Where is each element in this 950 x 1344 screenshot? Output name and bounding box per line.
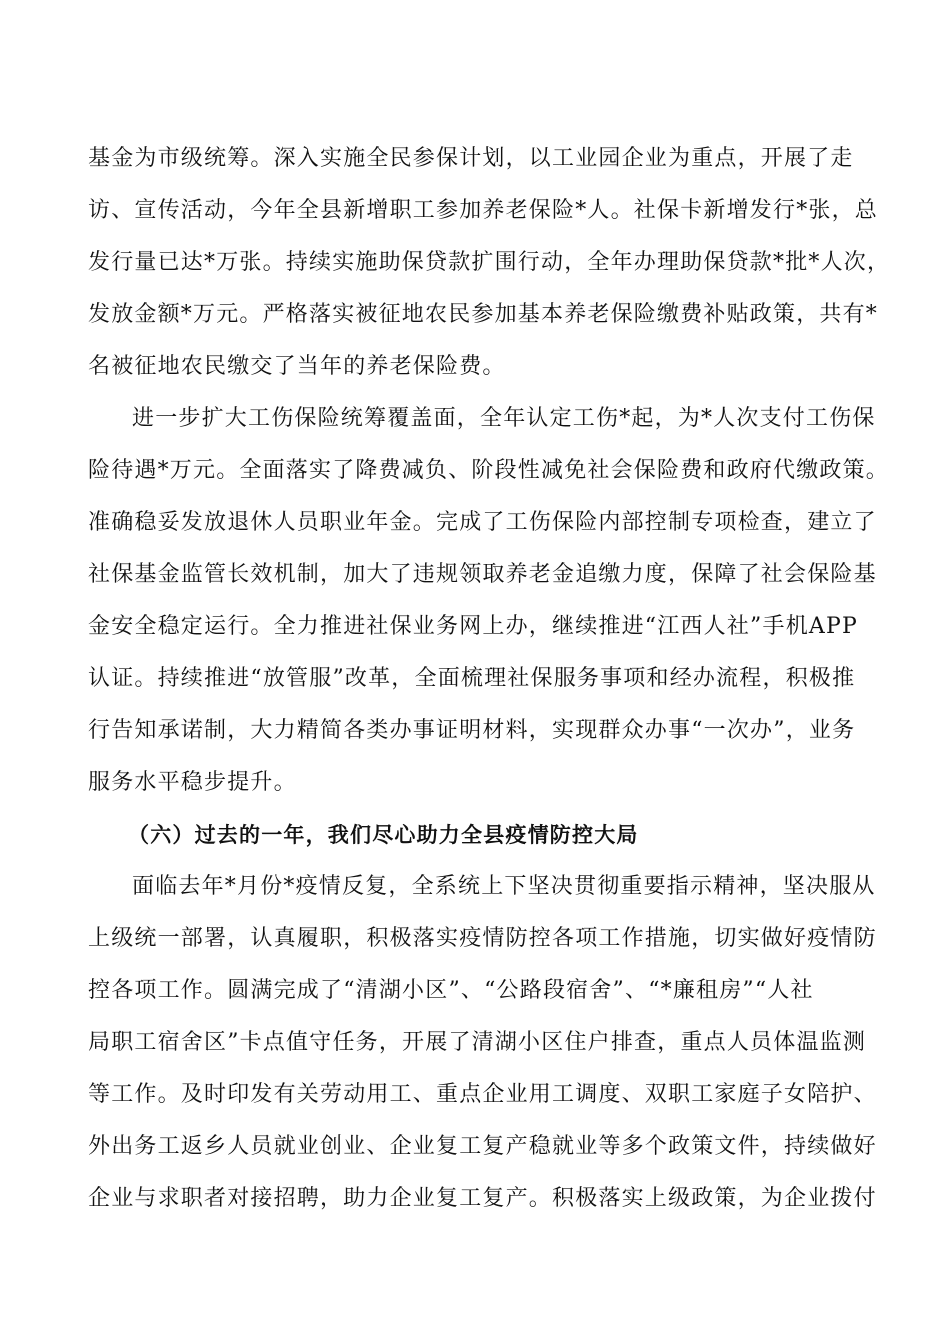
paragraph-first-line: 面临去年*月份*疫情反复，全系统上下坚决贯彻重要指示精神，坚决服从 <box>132 874 876 899</box>
body-text-line: 行告知承诺制，大力精简各类办事证明材料，实现群众办事“一次办”，业务 <box>88 718 856 743</box>
body-text-line: 访、宣传活动，今年全县新增职工参加养老保险*人。社保卡新增发行*张，总 <box>88 198 879 223</box>
body-text-line: 局职工宿舍区”卡点值守任务，开展了清湖小区住户排查，重点人员体温监测 <box>88 1030 867 1055</box>
section-heading: （六）过去的一年，我们尽心助力全县疫情防控大局 <box>128 823 639 847</box>
body-text-line: 名被征地农民缴交了当年的养老保险费。 <box>88 354 506 379</box>
body-text-line: 企业与求职者对接招聘，助力企业复工复产。积极落实上级政策，为企业拨付 <box>88 1186 877 1211</box>
body-text-line: 上级统一部署，认真履职，积极落实疫情防控各项工作措施，切实做好疫情防 <box>88 926 877 951</box>
body-text-line: 基金为市级统筹。深入实施全民参保计划，以工业园企业为重点，开展了走 <box>88 146 854 171</box>
body-text-line: 发放金额*万元。严格落实被征地农民参加基本养老保险缴费补贴政策，共有* <box>88 302 879 327</box>
body-text-line: 等工作。及时印发有关劳动用工、重点企业用工调度、双职工家庭子女陪护、 <box>88 1082 877 1107</box>
body-text-line: 金安全稳定运行。全力推进社保业务网上办，继续推进“江西人社”手机APP <box>88 614 858 639</box>
body-text-line: 社保基金监管长效机制，加大了违规领取养老金追缴力度，保障了社会保险基 <box>88 562 877 587</box>
body-text-line: 控各项工作。圆满完成了“清湖小区”、“公路段宿舍”、“*廉租房”“人社 <box>88 978 814 1003</box>
body-text-line: 外出务工返乡人员就业创业、企业复工复产稳就业等多个政策文件，持续做好 <box>88 1134 877 1159</box>
body-text-line: 服务水平稳步提升。 <box>88 770 297 795</box>
document-body <box>88 133 891 1225</box>
paragraph-first-line: 进一步扩大工伤保险统筹覆盖面，全年认定工伤*起，为*人次支付工伤保 <box>132 406 876 431</box>
body-text-line: 发行量已达*万张。持续实施助保贷款扩围行动，全年办理助保贷款*批*人次， <box>88 250 891 275</box>
body-text-line: 准确稳妥发放退休人员职业年金。完成了工伤保险内部控制专项检查，建立了 <box>88 510 877 535</box>
body-text-line: 认证。持续推进“放管服”改革，全面梳理社保服务事项和经办流程，积极推 <box>88 666 856 691</box>
body-text-line: 险待遇*万元。全面落实了降费减负、阶段性减免社会保险费和政府代缴政策。 <box>88 458 890 483</box>
